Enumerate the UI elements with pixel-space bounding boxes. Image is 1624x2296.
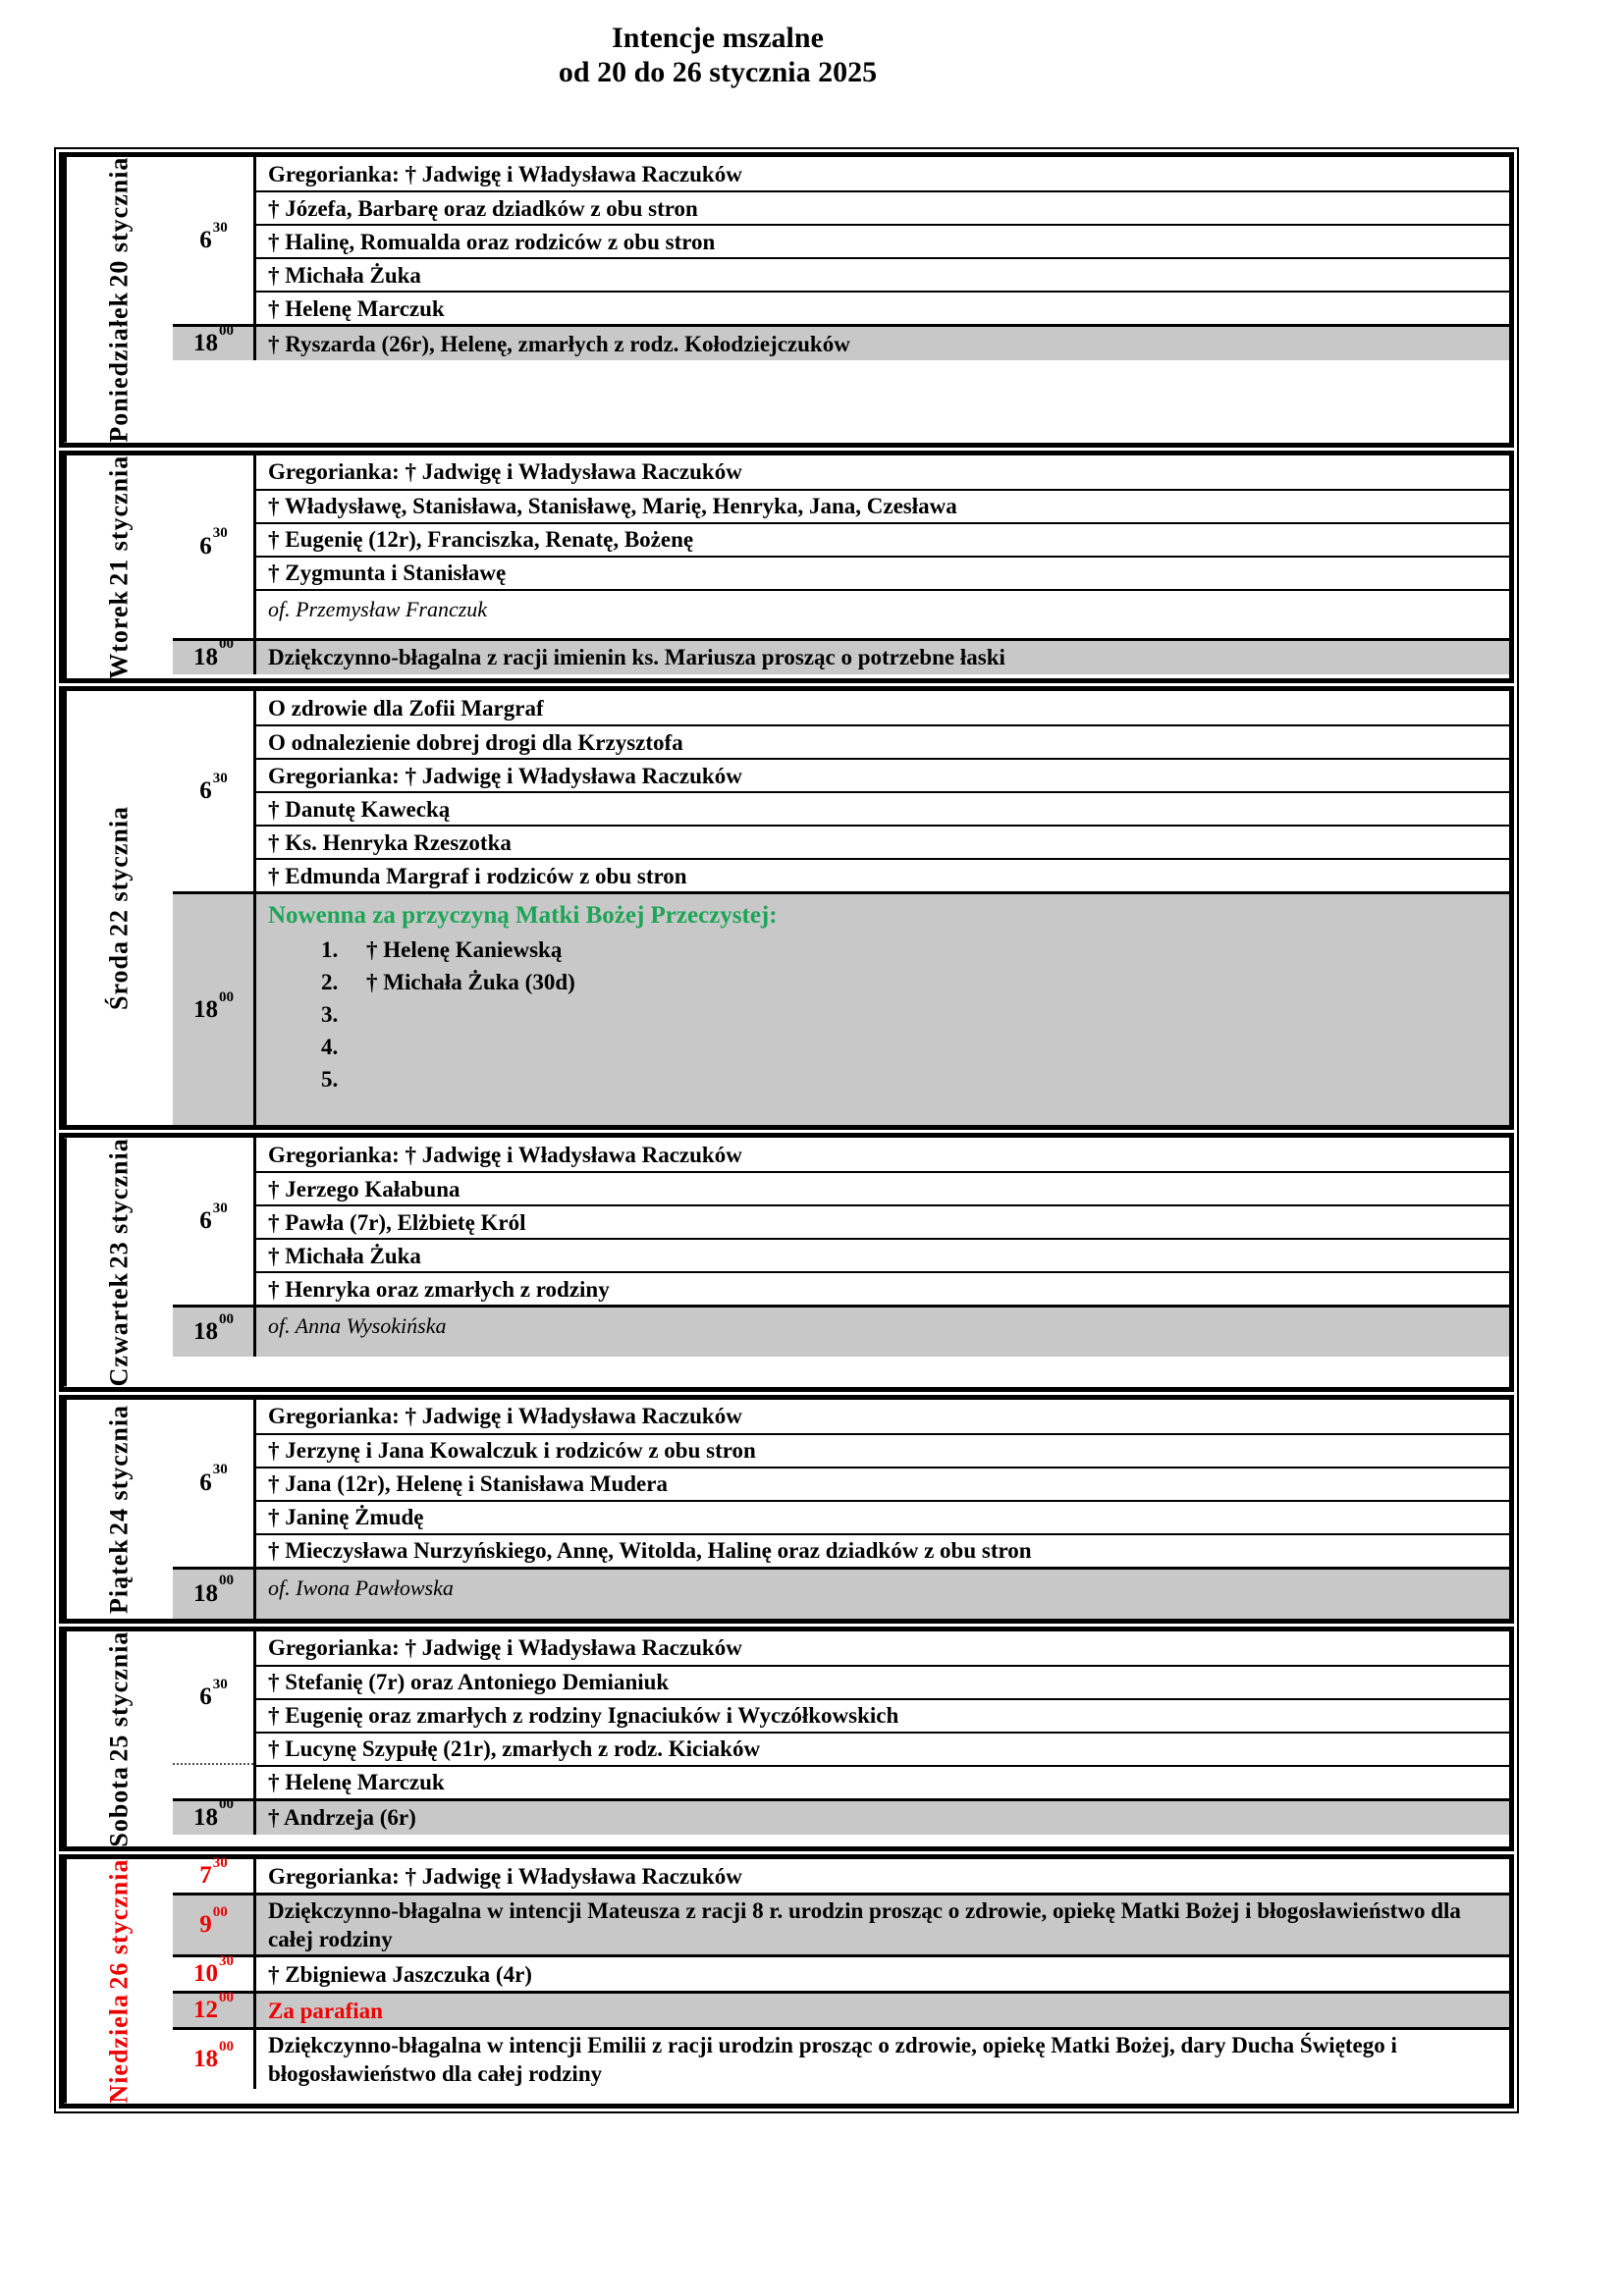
day-name: Piątek [104,1538,134,1615]
time-text: $12^{00}$ [193,1990,234,2024]
mass-slot [173,324,1509,360]
nowenna-item [268,1063,1499,1095]
intention-row: † Mieczysława Nurzyńskiego, Annę, Witolda, Halinę oraz dziadków z obu stron [256,1533,1509,1567]
intention-row: Gregorianka: † Jadwigę i Władysława Raczuków [268,161,742,187]
time-label [173,691,256,891]
time-text: $6^{30}$ [199,1676,228,1710]
day-block-czwartek [59,1133,1514,1391]
intention-row: Gregorianka: † Jadwigę i Władysława Raczuków [268,1635,742,1661]
day-label [64,1138,173,1386]
page-subtitle: od 20 do 26 stycznia 2025 [558,55,878,88]
day-name: Czwartek [104,1272,134,1387]
day-block-sroda [59,686,1514,1130]
mass-slot [173,1893,1509,1954]
time-label [173,1400,256,1567]
nowenna-item-number: 2. [321,969,339,994]
intention-row: † Halinę, Romualda oraz rodziców z obu stron [256,224,1509,257]
nowenna-item [268,934,1499,966]
day-label [64,1859,173,2104]
time-label [173,1855,256,1893]
intention-row: † Władysławę, Stanisława, Stanisławę, Marię, Henryka, Jana, Czesława [256,489,1509,522]
intention-row: † Eugenię (12r), Franciszka, Renatę, Bożenę [256,522,1509,556]
time-label [173,1990,256,2027]
time-text: $18^{00}$ [193,2039,234,2073]
day-date: 25 stycznia [104,1630,134,1762]
time-dotted-divider [173,1763,253,1798]
time-label [173,1953,256,1991]
nowenna-item-number: 1. [321,936,339,962]
time-text: $6^{30}$ [199,219,228,253]
intention-row: O zdrowie dla Zofii Margraf [268,695,544,721]
nowenna-item-text: † Michała Żuka (30d) [366,969,575,994]
mass-slot [173,891,1509,1125]
nowenna-item-number: 4. [321,1034,339,1059]
day-block-sobota [59,1627,1514,1852]
day-label [64,157,173,443]
day-date: 22 stycznia [104,806,134,937]
intention-row: † Ryszarda (26r), Helenę, zmarłych z rodz. Kołodziejczuków [268,331,850,356]
nowenna-item [268,998,1499,1031]
offeror-row: of. Przemysław Franczuk [256,589,1509,638]
mass-slot [173,1631,1509,1798]
time-text: $10^{30}$ [193,1953,234,1988]
mass-slot [173,1567,1509,1619]
time-label [173,1570,256,1619]
mass-slot [173,455,1509,638]
time-text: $18^{00}$ [193,1573,234,1607]
intention-row: Gregorianka: † Jadwigę i Władysława Raczuków [256,758,1509,791]
day-label [64,1631,173,1847]
day-name: Niedziela [104,1994,134,2104]
time-label [173,157,256,324]
nowenna-item [268,966,1499,998]
time-text: $6^{30}$ [199,525,228,560]
intention-row: Gregorianka: † Jadwigę i Władysława Raczuków [268,1863,742,1889]
mass-slot [173,1954,1509,1991]
time-label [173,636,256,674]
time-label [173,1308,256,1357]
time-text: $6^{30}$ [199,771,228,805]
intention-row: † Janinę Żmudę [256,1500,1509,1533]
day-label [64,1400,173,1619]
intention-row: † Eugenię oraz zmarłych z rodziny Ignaciuków i Wyczółkowskich [256,1698,1509,1732]
day-date: 23 stycznia [104,1138,134,1269]
intention-row: † Michała Żuka [256,1238,1509,1271]
day-block-niedziela [59,1854,1514,2109]
intention-row: † Andrzeja (6r) [268,1805,416,1831]
day-name: Środa [104,940,134,1011]
day-block-wtorek [59,451,1514,684]
time-label [173,1796,256,1835]
mass-slot [173,1305,1509,1357]
intention-row: † Edmunda Margraf i rodziców z obu stron [256,858,1509,891]
intention-row: † Zbigniewa Jaszczuka (4r) [268,1961,532,1987]
intention-row: † Jerzego Kałabuna [256,1171,1509,1204]
intention-row: † Jerzynę i Jana Kowalczuk i rodziców z obu stron [256,1433,1509,1467]
day-label [64,691,173,1125]
day-name: Poniedziałek [104,292,134,443]
mass-slot [173,638,1509,674]
nowenna-heading: Nowenna za przyczyną Matki Bożej Przeczystej: [268,902,778,930]
nowenna-item-number: 3. [321,1001,339,1027]
mass-slot [173,1855,1509,1893]
intention-row: † Jana (12r), Helenę i Stanisława Mudera [256,1467,1509,1500]
nowenna-section [256,894,1509,1125]
time-label [173,1631,256,1798]
day-block-piatek [59,1395,1514,1624]
time-text: $6^{30}$ [199,1201,228,1235]
page-title: Intencje mszalne [612,22,824,54]
time-text: $18^{00}$ [193,322,234,356]
mass-slot [173,1138,1509,1305]
intention-row: Za parafian [268,1998,383,2023]
nowenna-item-text: † Helenę Kaniewską [366,936,563,962]
intention-row: † Michała Żuka [256,257,1509,291]
intention-row: Gregorianka: † Jadwigę i Władysława Raczuków [268,1404,742,1429]
intention-row: † Danutę Kawecką [256,791,1509,825]
time-text: $18^{00}$ [193,636,234,670]
day-date: 21 stycznia [104,454,134,586]
time-text: $6^{30}$ [199,1462,228,1496]
intention-row: † Ks. Henryka Rzeszotka [256,825,1509,858]
time-label [173,1896,256,1954]
intention-row: Dziękczynno-błagalna z racji imienin ks. Mariusza prosząc o potrzebne łaski [268,645,1005,670]
time-text: $18^{00}$ [193,1796,234,1831]
day-date: 26 stycznia [104,1859,134,1991]
nowenna-item-number: 5. [321,1066,339,1092]
time-text: $18^{00}$ [193,988,234,1023]
intention-row: † Lucynę Szypułę (21r), zmarłych z rodz. Kiciaków [256,1732,1509,1765]
mass-intentions-table [54,147,1519,2113]
mass-slot [173,1798,1509,1835]
day-date: 24 stycznia [104,1404,134,1535]
intention-row: † Henryka oraz zmarłych z rodziny [256,1271,1509,1305]
intention-row: O odnalezienie dobrej drogi dla Krzysztofa [256,724,1509,758]
intention-row: † Józefa, Barbarę oraz dziadków z obu stron [256,190,1509,224]
day-block-poniedzialek [59,152,1514,448]
offeror-row: of. Iwona Pawłowska [268,1575,454,1600]
time-label [173,1138,256,1305]
intention-row: † Helenę Marczuk [256,291,1509,324]
day-name: Sobota [104,1765,134,1847]
day-name: Wtorek [104,589,134,679]
mass-slot [173,1991,1509,2027]
time-label [173,894,256,1125]
intention-row: † Pawła (7r), Elżbietę Król [256,1204,1509,1238]
offeror-row: of. Anna Wysokińska [268,1313,447,1339]
time-label [173,322,256,360]
time-text: $7^{30}$ [199,1855,228,1890]
intention-row: † Helenę Marczuk [256,1765,1509,1798]
time-label [173,455,256,638]
intention-row: Dziękczynno-błagalna w intencji Emilii z racji urodzin prosząc o zdrowie, opiekę Matki Bożej, dary Ducha Świętego i błogosławieństwo dla całej rodziny [268,2033,1397,2087]
intention-row: Gregorianka: † Jadwigę i Władysława Raczuków [268,1142,742,1167]
page-header [0,22,1530,89]
mass-slot [173,2027,1509,2089]
time-text: $18^{00}$ [193,1311,234,1346]
mass-slot [173,691,1509,891]
mass-slot [173,1400,1509,1567]
day-date: 20 stycznia [104,157,134,289]
intention-row: Gregorianka: † Jadwigę i Władysława Raczuków [268,459,742,485]
day-label [64,455,173,679]
time-text: $9^{00}$ [199,1904,228,1939]
time-label [173,2030,256,2089]
intention-row: Dziękczynno-błagalna w intencji Mateusza z racji 8 r. urodzin prosząc o zdrowie, opiekę Matki Bożej i błogosławieństwo dla całej rodziny [268,1898,1461,1952]
intention-row: † Zygmunta i Stanisławę [256,556,1509,589]
intention-row: † Stefanię (7r) oraz Antoniego Demianiuk [256,1665,1509,1698]
nowenna-item [268,1031,1499,1063]
mass-slot [173,157,1509,324]
